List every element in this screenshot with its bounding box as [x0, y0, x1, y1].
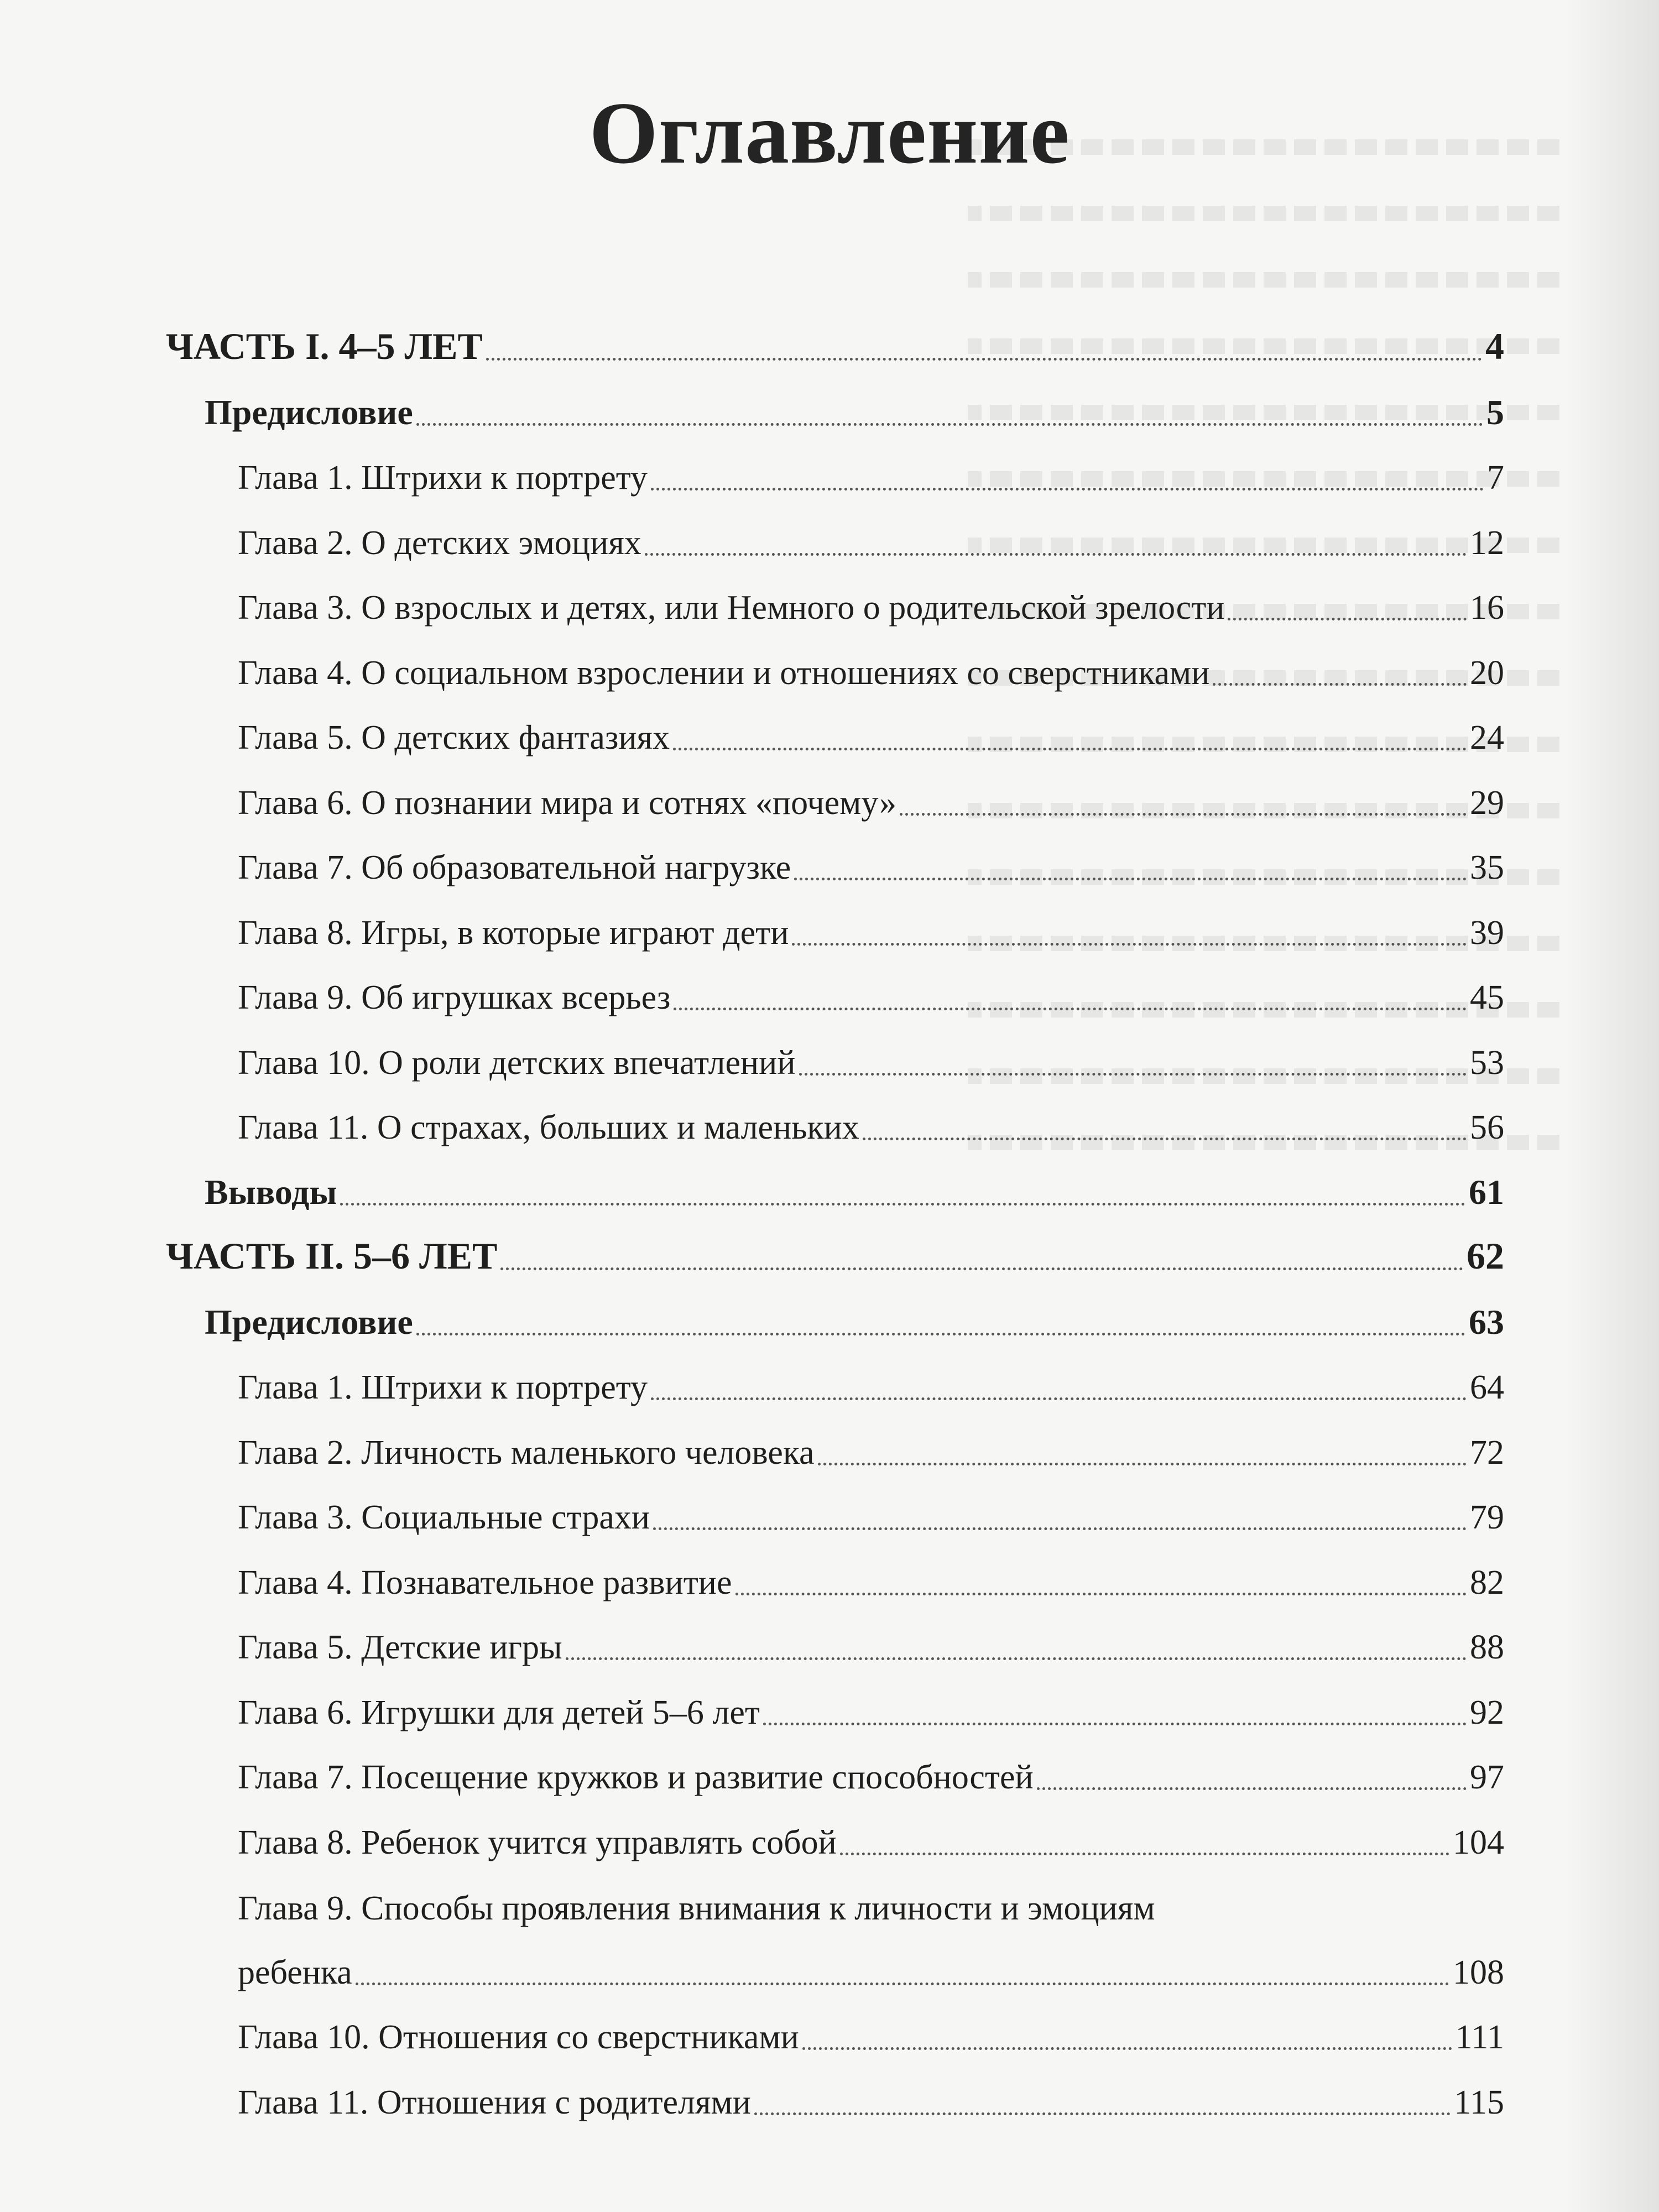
toc-entry — [238, 2064, 1504, 2120]
toc-dot-leader — [840, 1853, 1449, 1855]
toc-dot-leader — [794, 878, 1467, 880]
toc-entry-label: Глава 4. О социальном взрослении и отношениях со сверстниками — [238, 654, 1210, 692]
toc-entry — [238, 1609, 1504, 1665]
toc-page-number: 39 — [1470, 914, 1504, 952]
toc-dot-leader — [818, 1463, 1467, 1465]
toc-entry-label: Глава 8. Ребенок учится управлять собой — [238, 1823, 837, 1861]
toc-entry — [238, 1349, 1504, 1405]
toc-entry-label: Глава 9. Способы проявления внимания к личности и эмоциям — [238, 1890, 1155, 1927]
toc-page-number: 16 — [1470, 589, 1504, 627]
toc-entry-label: ЧАСТЬ II. 5–6 ЛЕТ — [166, 1235, 498, 1277]
toc-entry-label: Глава 9. Об игрушках всерьез — [238, 979, 671, 1016]
toc-dot-leader — [754, 2112, 1451, 2115]
toc-entry — [238, 440, 1504, 495]
toc-page-number: 104 — [1453, 1823, 1504, 1861]
toc-page-number: 4 — [1485, 325, 1504, 367]
toc-entry-label: Выводы — [205, 1172, 337, 1212]
toc-entry — [205, 1155, 1504, 1210]
toc-entry-label: Глава 1. Штрихи к портрету — [238, 1369, 648, 1406]
toc-page-number: 64 — [1470, 1369, 1504, 1406]
toc-dot-leader — [674, 1008, 1467, 1010]
toc-page-number: 5 — [1486, 392, 1504, 432]
toc-entry — [238, 1479, 1504, 1535]
toc-entry-label: Глава 10. О роли детских впечатлений — [238, 1044, 796, 1082]
toc-entry — [238, 959, 1504, 1015]
toc-page-number: 35 — [1470, 849, 1504, 886]
toc-entry — [166, 310, 1504, 365]
toc-dot-leader — [651, 1397, 1467, 1400]
toc-page-number: 79 — [1470, 1499, 1504, 1536]
toc-entry — [205, 1285, 1504, 1340]
toc-entry-label: Глава 2. О детских эмоциях — [238, 524, 641, 562]
toc-page-number: 20 — [1470, 654, 1504, 692]
page-edge-shadow — [1565, 0, 1659, 2212]
toc-entry-label: Предисловие — [205, 1302, 413, 1342]
toc-page-number: 61 — [1469, 1172, 1504, 1212]
toc-entry — [238, 505, 1504, 560]
toc-entry-label: Глава 11. О страхах, больших и маленьких — [238, 1109, 859, 1146]
toc-entry — [238, 1025, 1504, 1080]
toc-dot-leader — [900, 813, 1467, 816]
toc-page-number: 88 — [1470, 1629, 1504, 1666]
toc-page-number: 62 — [1467, 1235, 1504, 1277]
toc-dot-leader — [799, 1073, 1467, 1076]
toc-entry-label: Глава 6. Игрушки для детей 5–6 лет — [238, 1693, 760, 1731]
toc-entry — [238, 1415, 1504, 1470]
toc-dot-leader — [340, 1203, 1465, 1206]
toc-entry-label: Предисловие — [205, 392, 413, 432]
toc-dot-leader — [735, 1593, 1467, 1595]
toc-entry — [238, 895, 1504, 950]
toc-dot-leader — [802, 2047, 1452, 2050]
toc-dot-leader — [863, 1138, 1467, 1140]
toc-dot-leader — [645, 553, 1467, 556]
toc-entry-label: Глава 5. О детских фантазиях — [238, 719, 670, 757]
toc-page-number: 12 — [1470, 524, 1504, 562]
toc-page-number: 115 — [1454, 2083, 1504, 2121]
toc-entry — [238, 570, 1504, 625]
toc-dot-leader — [651, 488, 1484, 491]
toc-dot-leader — [416, 1333, 1465, 1335]
toc-entry — [205, 375, 1504, 430]
toc-entry-label: Глава 11. Отношения с родителями — [238, 2083, 751, 2121]
toc-entry-label: Глава 2. Личность маленького человека — [238, 1433, 815, 1472]
toc-entry — [238, 1739, 1504, 1794]
toc-entry — [238, 1089, 1504, 1145]
toc-entry-label: Глава 6. О познании мира и сотнях «почему» — [238, 784, 896, 822]
toc-entry-label: Глава 3. О взрослых и детях, или Немного о родительской зрелости — [238, 589, 1225, 627]
toc-entry — [238, 1545, 1504, 1600]
toc-dot-leader — [500, 1267, 1463, 1270]
toc-dot-leader — [1228, 618, 1467, 620]
toc-page-number: 29 — [1470, 784, 1504, 822]
toc-entry-label: ЧАСТЬ I. 4–5 ЛЕТ — [166, 325, 483, 367]
toc-dot-leader — [792, 943, 1467, 946]
toc-entry-label: Глава 3. Социальные страхи — [238, 1499, 650, 1536]
toc-dot-leader — [356, 1983, 1449, 1985]
toc-page-number: 92 — [1470, 1693, 1504, 1731]
toc-page-number: 24 — [1470, 719, 1504, 757]
toc-dot-leader — [653, 1527, 1467, 1530]
toc-page-number: 111 — [1455, 2018, 1504, 2056]
toc-entry-label: Глава 1. Штрихи к портрету — [238, 459, 648, 497]
toc-entry-label: Глава 10. Отношения со сверстниками — [238, 2018, 799, 2056]
page-title: Оглавление — [589, 84, 1070, 182]
toc-entry — [238, 1804, 1504, 1860]
toc-entry — [238, 830, 1504, 885]
toc-entry-label: ребенка — [238, 1953, 352, 1991]
toc-page-number: 63 — [1469, 1302, 1504, 1342]
toc-dot-leader — [486, 358, 1482, 361]
toc-entry-label: Глава 5. Детские игры — [238, 1629, 562, 1666]
toc-entry-label: Глава 7. Об образовательной нагрузке — [238, 849, 791, 886]
toc-page-number: 108 — [1453, 1953, 1504, 1991]
toc-page-number: 97 — [1470, 1759, 1504, 1796]
toc-dot-leader — [1213, 683, 1467, 686]
toc-page-number: 45 — [1470, 979, 1504, 1016]
toc-entry — [238, 1934, 1504, 1990]
toc-dot-leader — [1037, 1787, 1467, 1790]
toc-entry-label: Глава 7. Посещение кружков и развитие способностей — [238, 1759, 1034, 1796]
toc-entry — [166, 1219, 1504, 1275]
toc-dot-leader — [673, 748, 1467, 750]
toc-entry — [238, 700, 1504, 755]
toc-page-number: 53 — [1470, 1044, 1504, 1082]
toc-entry-label: Глава 8. Игры, в которые играют дети — [238, 914, 789, 952]
toc-entry-label: Глава 4. Познавательное развитие — [238, 1563, 732, 1601]
toc-page-number: 72 — [1470, 1433, 1504, 1472]
toc-dot-leader — [763, 1723, 1467, 1725]
toc-entry — [238, 635, 1504, 690]
toc-page-number: 82 — [1470, 1563, 1504, 1601]
toc-dot-leader — [566, 1657, 1467, 1660]
toc-entry — [238, 765, 1504, 820]
toc-entry — [238, 1674, 1504, 1730]
toc-page-number: 7 — [1487, 459, 1504, 497]
toc-dot-leader — [416, 423, 1483, 426]
toc-entry — [238, 1999, 1504, 2054]
toc-page-number: 56 — [1470, 1109, 1504, 1146]
